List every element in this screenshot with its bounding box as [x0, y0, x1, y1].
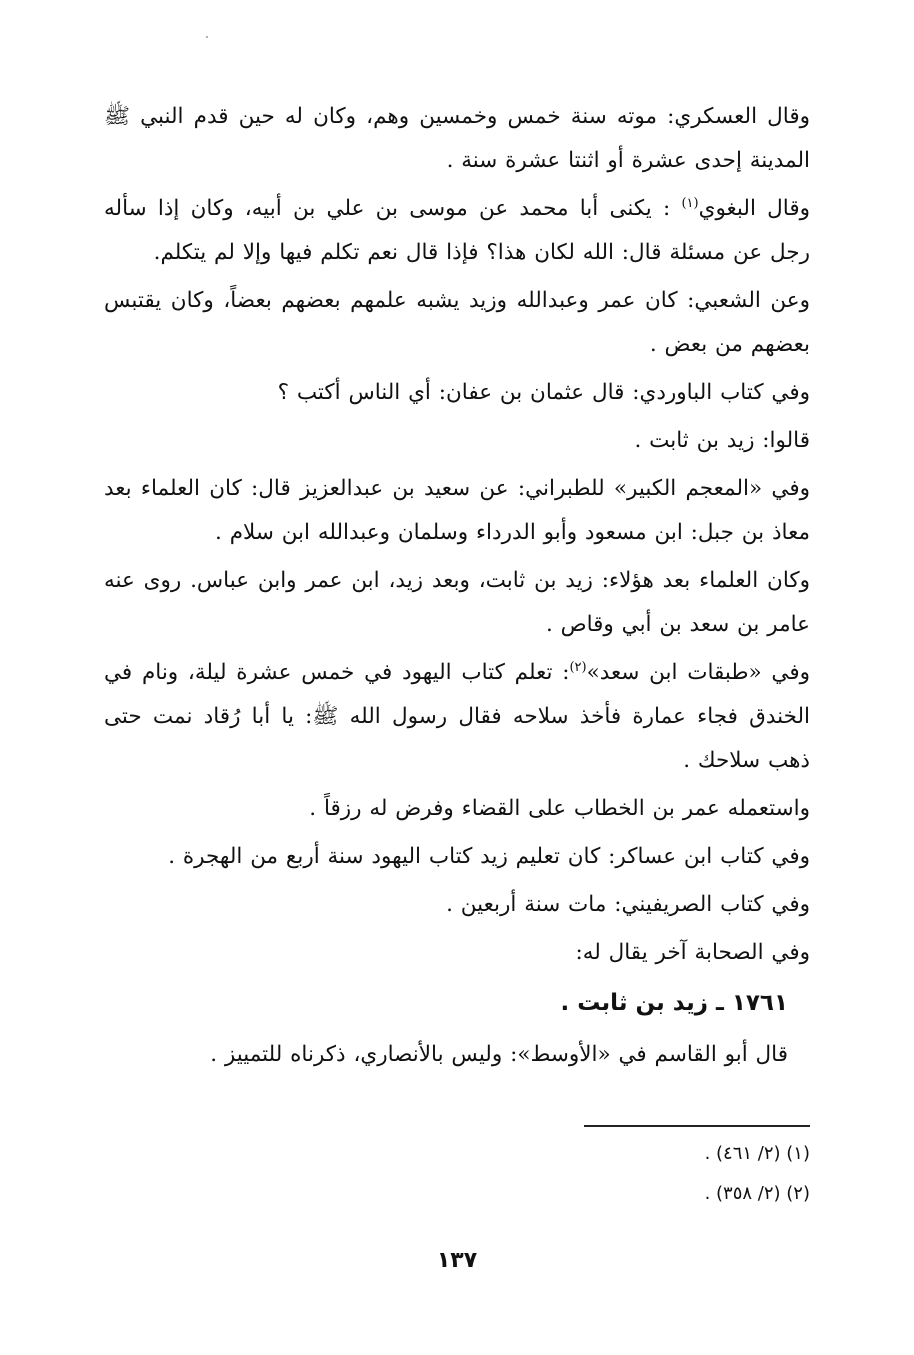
paragraph-ulama [104, 559, 810, 647]
paragraph-text: وقال العسكري: موته سنة خمس وخمسين وهم، وكان له حين قدم النبي ﷺ المدينة إحدى عشرة أو اثنتا عشرة سنة . [104, 104, 810, 173]
paragraph-ibn-asakir [104, 835, 810, 879]
paragraph-baghawi [104, 187, 810, 275]
footnotes [410, 1134, 810, 1214]
footnote-2: (٢) (٢/ ٣٥٨) . [704, 1183, 810, 1204]
paragraph-askari [104, 95, 810, 183]
paragraph-text: وفي «طبقات ابن سعد» [586, 660, 811, 685]
paragraph-sahaba [104, 931, 810, 975]
paragraph-text: وفي «المعجم الكبير» للطبراني: عن سعيد بن عبدالعزيز قال: كان العلماء بعد معاذ بن جبل: ابن مسعود وأبو الدرداء وسلمان وعبدالله ابن سلام . [104, 476, 810, 545]
paragraph-umar [104, 787, 810, 831]
paragraph-text: وفي الصحابة آخر يقال له: [575, 940, 810, 965]
footnote-divider [584, 1125, 810, 1127]
page-number: ١٣٧ [436, 1248, 478, 1273]
paragraph-ibn-sad [104, 651, 810, 783]
footnote-ref-2[interactable]: (٢) [569, 659, 587, 675]
paragraph-qalu [104, 419, 810, 463]
paragraph-text: وفي كتاب الصريفيني: مات سنة أربعين . [446, 892, 810, 917]
paragraph-text: قالوا: زيد بن ثابت . [634, 428, 810, 453]
footnote-1: (١) (٢/ ٤٦١) . [704, 1143, 810, 1164]
speck-mark [206, 36, 208, 38]
paragraph-text: واستعمله عمر بن الخطاب على القضاء وفرض له رزقاً . [309, 796, 810, 821]
footnote-ref-1[interactable]: (١) [681, 195, 699, 211]
paragraph-bawardi [104, 371, 810, 415]
paragraph-text: وفي كتاب الباوردي: قال عثمان بن عفان: أي الناس أكتب ؟ [277, 380, 810, 405]
entry-text: قال أبو القاسم في «الأوسط»: وليس بالأنصاري، ذكرناه للتمييز . [210, 1042, 788, 1067]
paragraph-tabarani [104, 467, 810, 555]
paragraph-sarifini [104, 883, 810, 927]
entry-heading: ١٧٦١ ـ زيد بن ثابت . [560, 990, 788, 1016]
paragraph-text: وقال البغوي [698, 196, 810, 221]
paragraph-text: : تعلم كتاب اليهود في خمس عشرة ليلة، ونام في الخندق فجاء عمارة فأخذ سلاحه فقال رسول الله ﷺ: يا أبا رُقاد نمت حتى ذهب سلاحك . [104, 660, 810, 773]
paragraph-text: وعن الشعبي: كان عمر وعبدالله وزيد يشبه علمهم بعضهم بعضاً، وكان يقتبس بعضهم من بعض . [104, 288, 810, 357]
paragraph-text: وفي كتاب ابن عساكر: كان تعليم زيد كتاب اليهود سنة أربع من الهجرة . [168, 844, 810, 869]
paragraph-text: وكان العلماء بعد هؤلاء: زيد بن ثابت، وبعد زيد، ابن عمر وابن عباس. روى عنه عامر بن سعد بن أبي وقاص . [104, 568, 810, 637]
paragraph-text: : يكنى أبا محمد عن موسى بن علي بن أبيه، وكان إذا سأله رجل عن مسئلة قال: الله لكان هذا؟ فإذا قال نعم تكلم فيها وإلا لم يتكلم. [104, 196, 810, 265]
paragraph-shabi [104, 279, 810, 367]
main-text [104, 95, 810, 1081]
